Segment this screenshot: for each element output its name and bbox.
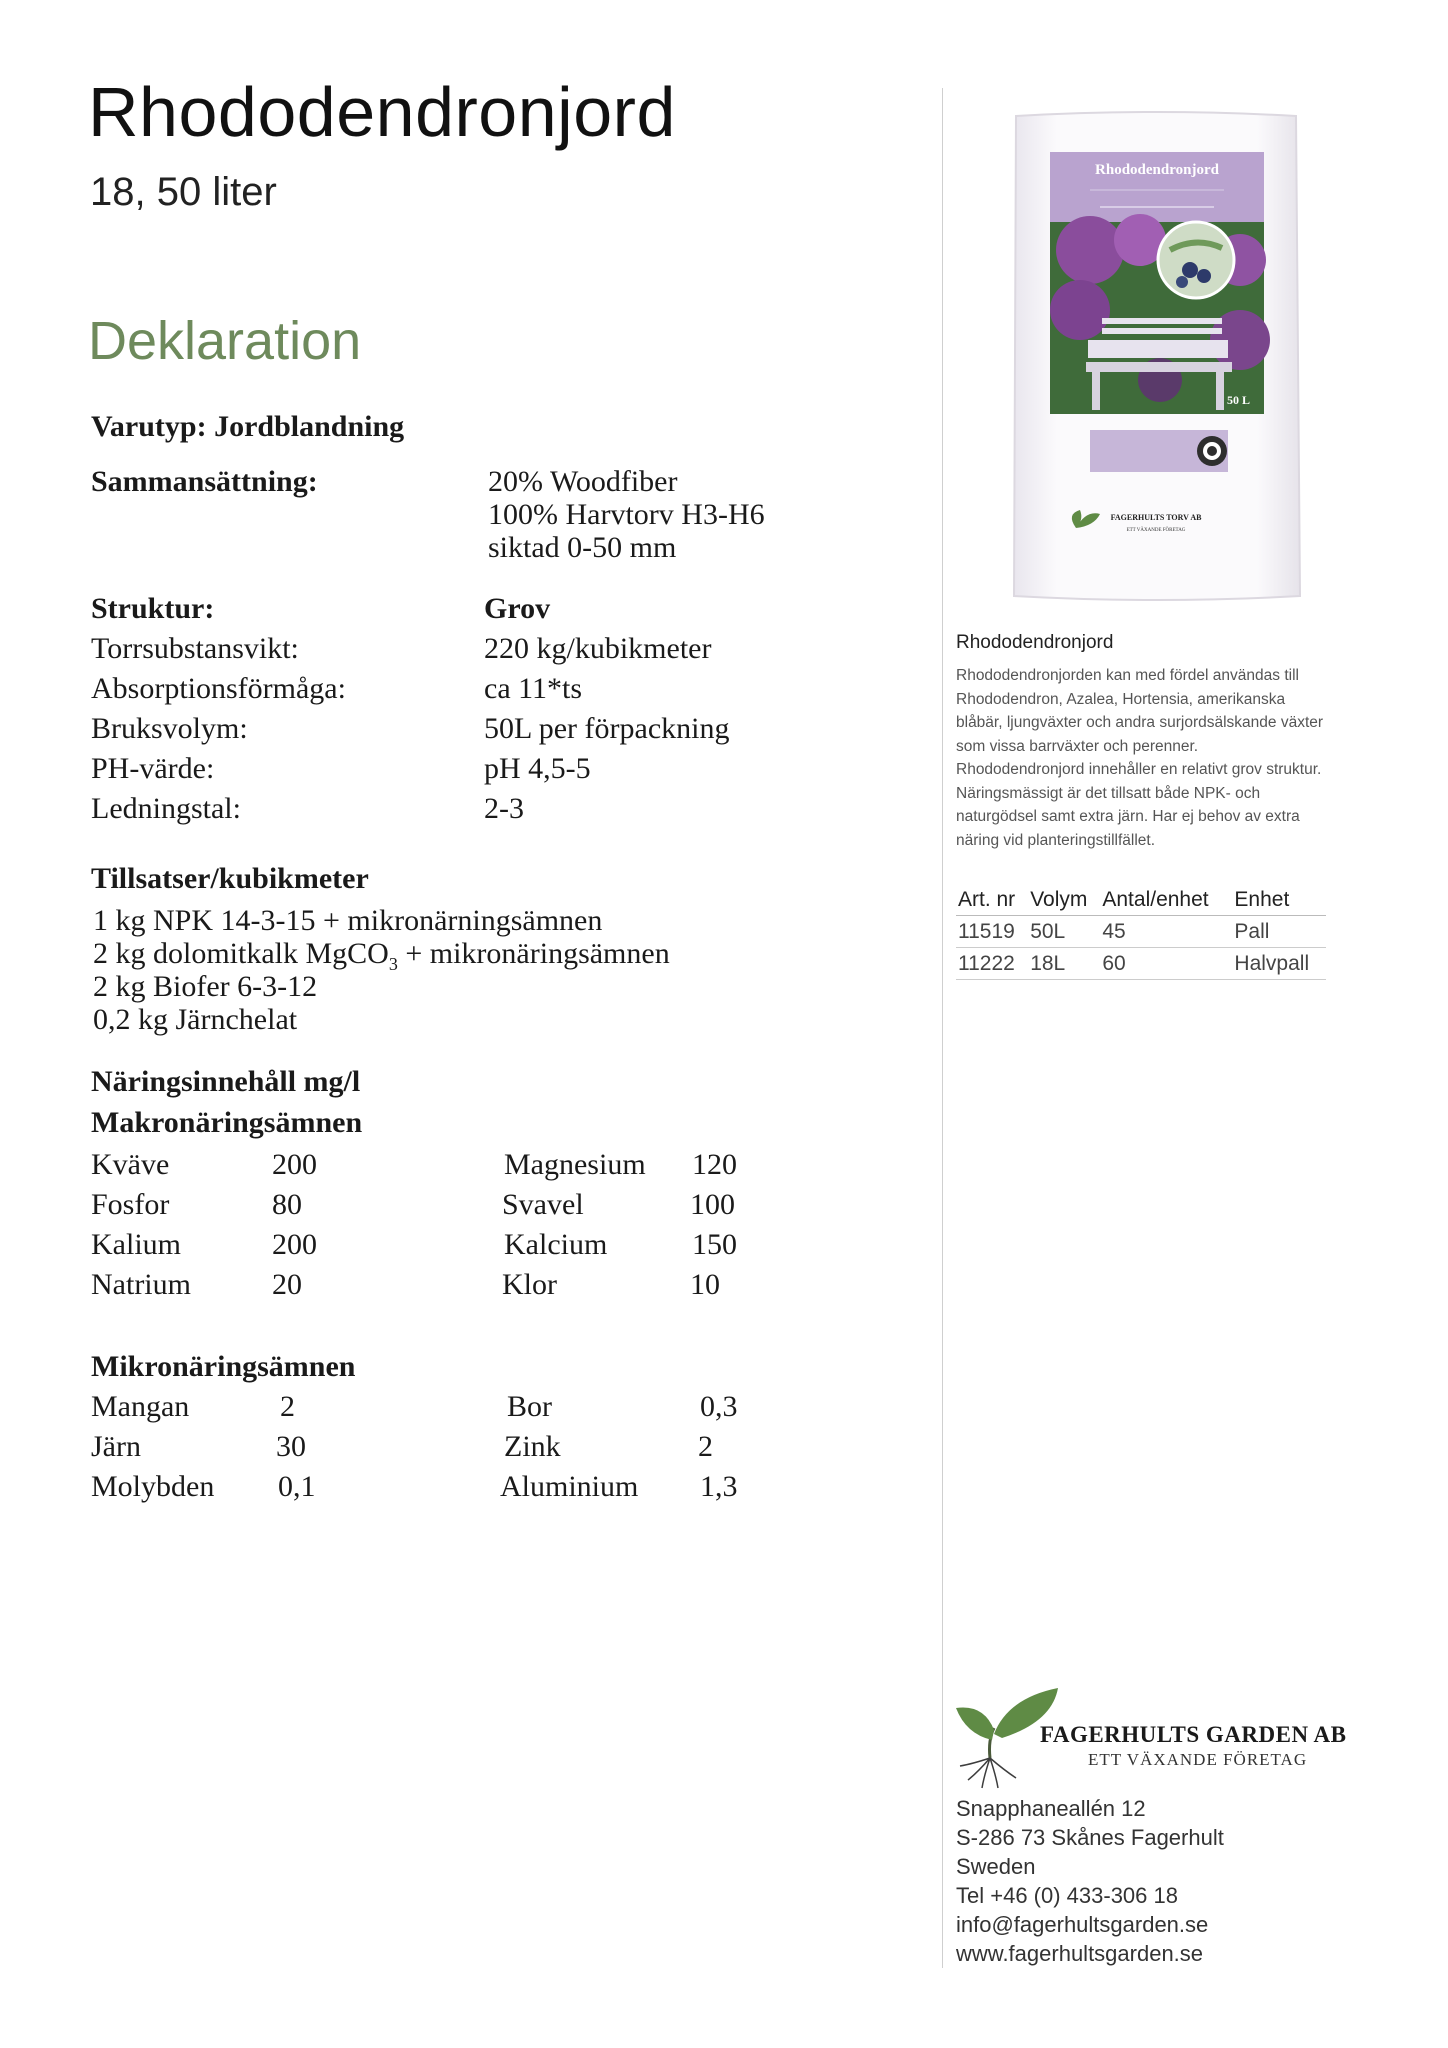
nutrient-name: Zink — [504, 1430, 561, 1463]
website-link[interactable]: www.fagerhultsgarden.se — [956, 1941, 1204, 1966]
nutrient-name: Klor — [502, 1268, 557, 1301]
property-label: Torrsubstansvikt: — [91, 632, 299, 665]
table-cell: 50L — [1028, 916, 1100, 948]
nutrient-value: 80 — [272, 1188, 302, 1221]
struktur-label: Struktur: — [91, 592, 215, 625]
bag-brand: FAGERHULTS TORV AB — [1110, 513, 1202, 522]
nutrient-value: 1,3 — [700, 1470, 738, 1503]
property-value: 2-3 — [484, 792, 524, 825]
nutrient-name: Kväve — [91, 1148, 170, 1181]
property-value: 50L per förpackning — [484, 712, 730, 745]
tillsatser-heading: Tillsatser/kubikmeter — [91, 862, 369, 895]
table-cell: 11222 — [956, 948, 1028, 980]
nutrient-value: 20 — [272, 1268, 302, 1301]
table-row — [956, 948, 1326, 980]
nutrient-name: Kalcium — [504, 1228, 608, 1261]
varutyp-label: Varutyp: — [91, 410, 207, 443]
table-header: Volym — [1028, 884, 1100, 916]
nutrient-name: Kalium — [91, 1228, 181, 1261]
property-value: ca 11*ts — [484, 672, 583, 705]
bag-volume: 50 L — [1226, 393, 1250, 407]
bag-title: Rhododendronjord — [1095, 162, 1219, 178]
sammansattning-line: 20% Woodfiber — [488, 465, 678, 498]
product-bag-image — [1010, 110, 1302, 602]
nutrient-value: 0,1 — [278, 1470, 316, 1503]
address-street: Snapphaneallén 12 — [956, 1796, 1146, 1821]
column-divider — [942, 88, 943, 1968]
page-title: Rhododendronjord — [88, 73, 676, 151]
struktur-value: Grov — [484, 592, 551, 625]
makro-heading: Makronäringsämnen — [91, 1106, 363, 1139]
nutrient-value: 2 — [698, 1430, 713, 1463]
nutrient-value: 0,3 — [700, 1390, 738, 1423]
nutrient-value: 150 — [692, 1228, 737, 1261]
address-city: S-286 73 Skånes Fagerhult — [956, 1825, 1224, 1850]
company-name: FAGERHULTS GARDEN AB — [1040, 1722, 1347, 1747]
nutrient-value: 200 — [272, 1148, 317, 1181]
subscript: 3 — [388, 954, 398, 974]
nutrient-name: Natrium — [91, 1268, 191, 1301]
caption-title: Rhododendronjord — [956, 632, 1114, 653]
table-cell: Pall — [1232, 916, 1326, 948]
phone-number: Tel +46 (0) 433-306 18 — [956, 1883, 1178, 1908]
property-label: Absorptionsförmåga: — [91, 672, 346, 705]
tillsats-text: 2 kg dolomitkalk MgCO — [93, 937, 389, 970]
property-value: pH 4,5-5 — [484, 752, 591, 785]
varutyp-value: Jordblandning — [214, 410, 405, 443]
naring-heading: Näringsinnehåll mg/l — [91, 1065, 361, 1098]
nutrient-value: 120 — [692, 1148, 737, 1181]
article-table — [956, 884, 1326, 980]
mikro-heading: Mikronäringsämnen — [91, 1350, 356, 1383]
property-value: 220 kg/kubikmeter — [484, 632, 712, 665]
table-header: Antal/enhet — [1100, 884, 1232, 916]
property-label: Bruksvolym: — [91, 712, 248, 745]
nutrient-name: Magnesium — [504, 1148, 646, 1181]
table-header-row — [956, 884, 1326, 916]
nutrient-name: Molybden — [91, 1470, 215, 1503]
tillsats-line: 2 kg Biofer 6-3-12 — [93, 970, 318, 1003]
email-link[interactable]: info@fagerhultsgarden.se — [956, 1912, 1209, 1937]
nutrient-value: 30 — [276, 1430, 306, 1463]
nutrient-value: 10 — [690, 1268, 720, 1301]
table-cell: 60 — [1100, 948, 1232, 980]
property-label: PH-värde: — [91, 752, 215, 785]
nutrient-value: 2 — [280, 1390, 295, 1423]
nutrient-name: Järn — [91, 1430, 141, 1463]
nutrient-name: Bor — [507, 1390, 552, 1423]
nutrient-name: Svavel — [502, 1188, 584, 1221]
section-heading: Deklaration — [88, 311, 362, 371]
address-country: Sweden — [956, 1854, 1036, 1879]
table-cell: 11519 — [956, 916, 1028, 948]
nutrient-name: Mangan — [91, 1390, 190, 1423]
nutrient-name: Aluminium — [500, 1470, 639, 1503]
varutyp-row — [91, 410, 404, 444]
tillsats-text: + mikronäringsämnen — [397, 937, 670, 970]
caption-description: Rhododendronjorden kan med fördel användas till Rhododendron, Azalea, Hortensia, amerikanska blåbär, ljungväxter och andra surjordsälskande växter som vissa barrväxter och perenner. Rhododendronjord innehåller en relativt grov struktur. Näringsmässigt är det tillsatt både NPK- och naturgödsel samt extra järn. Har ej behov av extra näring vid planteringstillfället. — [956, 667, 1324, 849]
table-row — [956, 916, 1326, 948]
table-header: Art. nr — [956, 884, 1028, 916]
property-label: Ledningstal: — [91, 792, 241, 825]
table-header: Enhet — [1232, 884, 1326, 916]
tillsats-line: 0,2 kg Järnchelat — [93, 1003, 298, 1036]
tillsats-line: 1 kg NPK 14-3-15 + mikronärningsämnen — [93, 904, 603, 937]
table-cell: 45 — [1100, 916, 1232, 948]
bag-tagline: ETT VÄXANDE FÖRETAG — [1126, 528, 1186, 533]
table-cell: Halvpall — [1232, 948, 1326, 980]
nutrient-name: Fosfor — [91, 1188, 170, 1221]
table-cell: 18L — [1028, 948, 1100, 980]
page-subtitle: 18, 50 liter — [90, 170, 277, 214]
sammansattning-line: siktad 0-50 mm — [488, 531, 677, 564]
nutrient-value: 200 — [272, 1228, 317, 1261]
nutrient-value: 100 — [690, 1188, 735, 1221]
sammansattning-label: Sammansättning: — [91, 465, 318, 498]
sammansattning-line: 100% Harvtorv H3-H6 — [488, 498, 765, 531]
company-tagline: ETT VÄXANDE FÖRETAG — [1088, 1750, 1308, 1769]
